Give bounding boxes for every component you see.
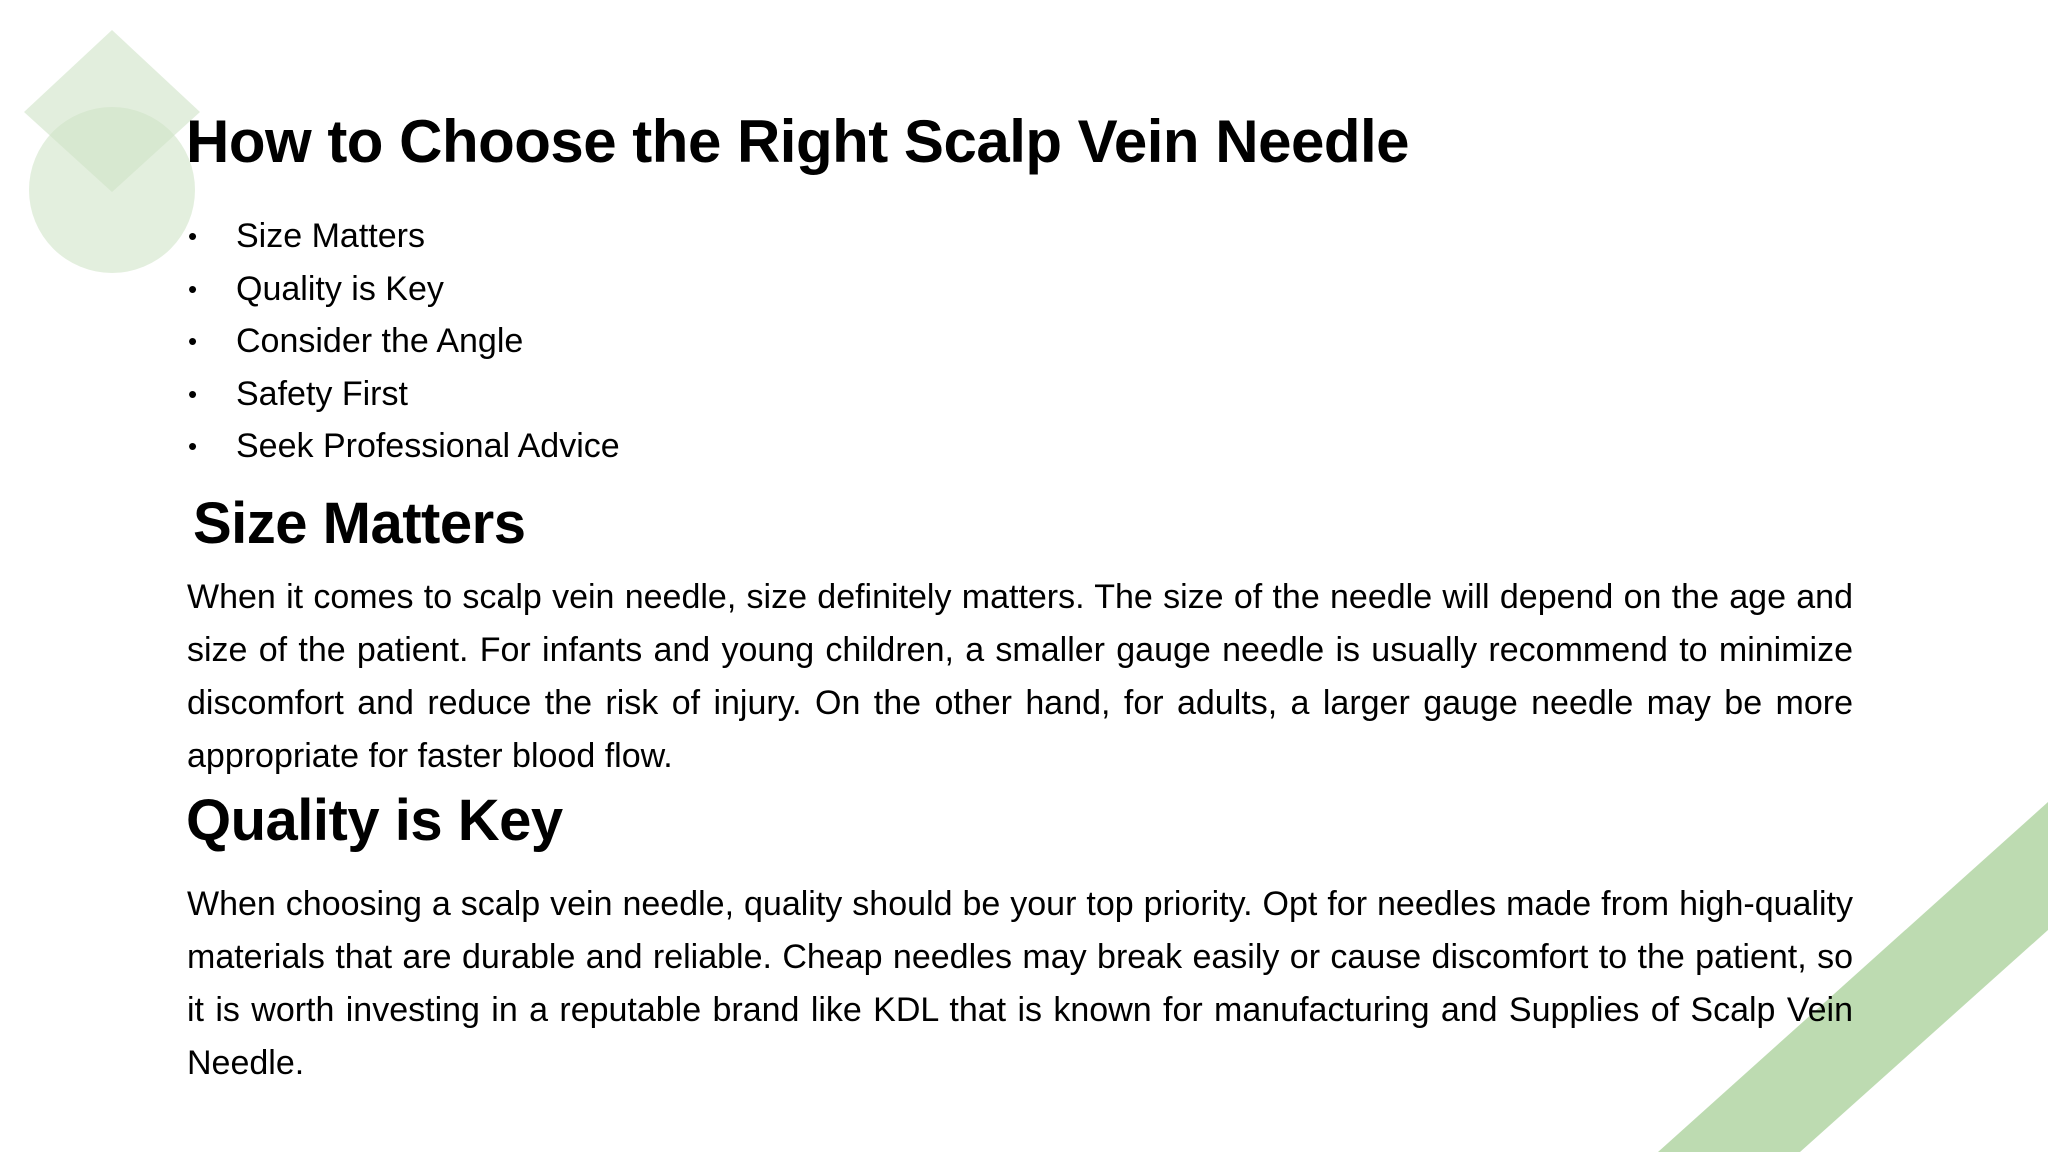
bullet-text: Safety First <box>236 374 408 413</box>
bullet-item <box>186 420 620 473</box>
bullet-dot-icon: • <box>188 273 198 304</box>
bullet-dot-icon: • <box>188 431 198 461</box>
bullet-dot-icon: • <box>188 221 198 251</box>
bullet-item <box>186 210 620 263</box>
slide-title: How to Choose the Right Scalp Vein Needle <box>186 108 1410 175</box>
bullet-dot-icon: • <box>188 326 198 356</box>
section-body-quality-is-key: When choosing a scalp vein needle, quality should be your top priority. Opt for needles made from high-quality materials that are durable and reliable. Cheap needles may break easily or cause discomfort to the patient, so it is worth investing in a reputable brand like KDL that is known for manufacturing and Supplies of Scalp Vein Needle. <box>187 885 1853 1082</box>
bullet-item <box>186 315 620 368</box>
bullet-text: Quality is Key <box>236 269 444 308</box>
topic-bullet-list <box>186 210 620 473</box>
bullet-text: Size Matters <box>236 217 425 255</box>
bullet-text: Seek Professional Advice <box>236 427 620 465</box>
section-heading-size-matters: Size Matters <box>193 491 526 556</box>
bullet-item <box>186 263 620 316</box>
section-body-size-matters: When it comes to scalp vein needle, size definitely matters. The size of the needle will depend on the age and size of the patient. For infants and young children, a smaller gauge needle is usually recommend to minimize discomfort and reduce the risk of injury. On the other hand, for adults, a larger gauge needle may be more appropriate for faster blood flow. <box>187 578 1853 775</box>
bullet-dot-icon: • <box>188 378 198 409</box>
section-heading-quality-is-key: Quality is Key <box>186 788 563 853</box>
bullet-text: Consider the Angle <box>236 322 524 360</box>
bullet-item <box>186 368 620 421</box>
